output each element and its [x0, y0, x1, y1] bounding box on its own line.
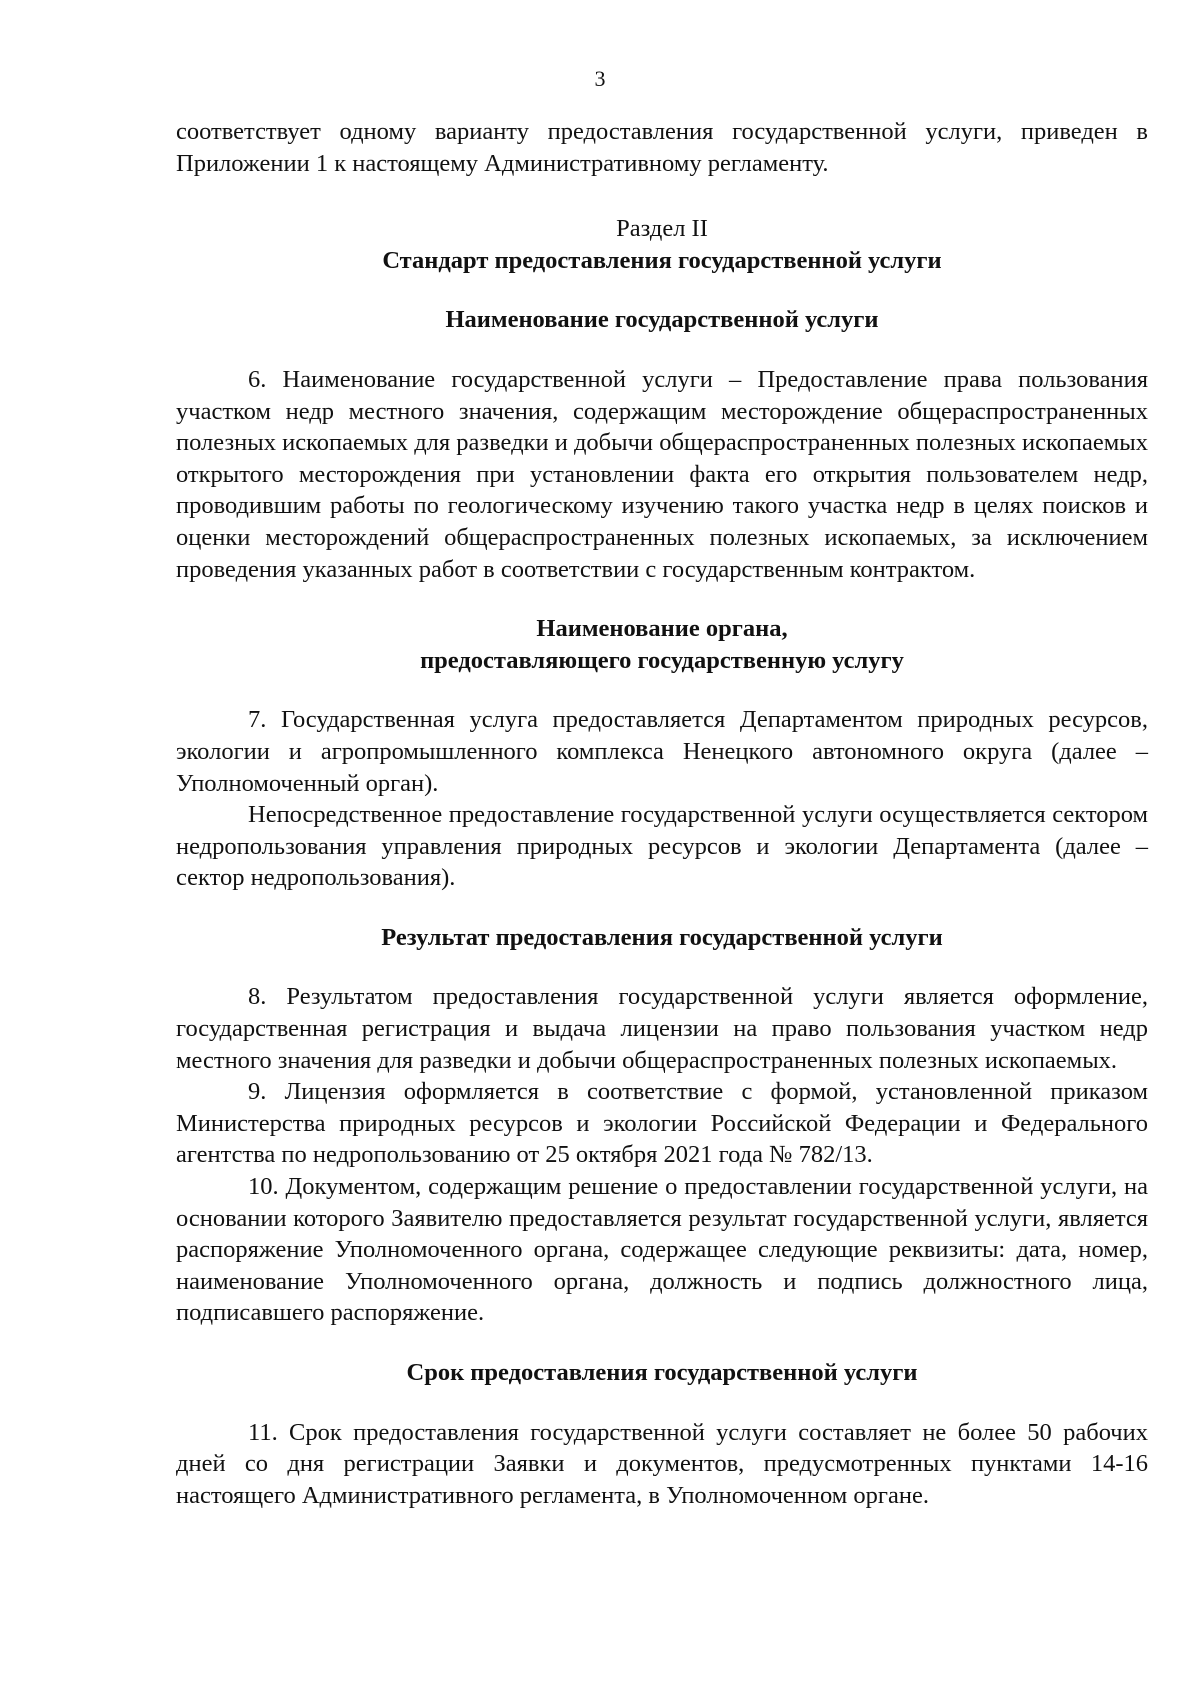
heading-result: Результат предоставления государственной услуги [381, 923, 943, 951]
intro-paragraph: соответствует одному варианту предоставления государственной услуги, приведен в Приложении 1 к настоящему Административному регламенту. [176, 118, 1148, 177]
paragraph-10: 10. Документом, содержащим решение о предоставлении государственной услуги, на основании которого Заявителю предоставляется результат государственной услуги, является распоряжение Уполномоченного органа, содержащее следующие реквизиты: дата, номер, наименование Уполномоченного органа, должность и подпись должностного лица, подписавшего распоряжение. [176, 1173, 1148, 1327]
heading-term: Срок предоставления государственной услуги [406, 1359, 918, 1386]
paragraph-11: 11. Срок предоставления государственной услуги составляет не более 50 рабочих дней со дня регистрации Заявки и документов, предусмотренных пунктами 14-16 настоящего Административного регламента, в Уполномоченном органе. [176, 1418, 1148, 1509]
section-label: Раздел II [616, 215, 708, 243]
heading-authority-line1: Наименование органа, [536, 615, 788, 643]
heading-authority-line2: предоставляющего государственную услугу [420, 646, 904, 674]
page-number: 3 [594, 66, 606, 91]
paragraph-7: 7. Государственная услуга предоставляется Департаментом природных ресурсов, экологии и агропромышленного комплекса Ненецкого автономного округа (далее – Уполномоченный орган). [176, 706, 1148, 797]
paragraph-9: 9. Лицензия оформляется в соответствие с формой, установленной приказом Министерства природных ресурсов и экологии Российской Федерации и Федерального агентства по недропользованию от 25 октября 2021 года № 782/13. [176, 1078, 1148, 1169]
heading-service-name: Наименование государственной услуги [445, 306, 879, 334]
paragraph-8: 8. Результатом предоставления государственной услуги является оформление, государственная регистрация и выдача лицензии на право пользования участком недр местного значения для разведки и добычи общераспространенных полезных ископаемых. [176, 983, 1148, 1074]
section-title: Стандарт предоставления государственной услуги [382, 246, 942, 274]
document-body [176, 116, 1148, 1511]
paragraph-7-continued: Непосредственное предоставление государственной услуги осуществляется сектором недропользования управления природных ресурсов и экологии Департамента (далее – сектор недропользования). [176, 801, 1148, 892]
paragraph-6: 6. Наименование государственной услуги – Предоставление права пользования участком недр местного значения, содержащим месторождение общераспространенных полезных ископаемых для разведки и добычи общераспространенных полезных ископаемых открытого месторождения при установлении факта его открытия пользователем недр, проводившим работы по геологическому изучению такого участка недр в целях поисков и оценки месторождений общераспространенных полезных ископаемых, за исключением проведения указанных работ в соответствии с государственным контрактом. [176, 365, 1148, 583]
